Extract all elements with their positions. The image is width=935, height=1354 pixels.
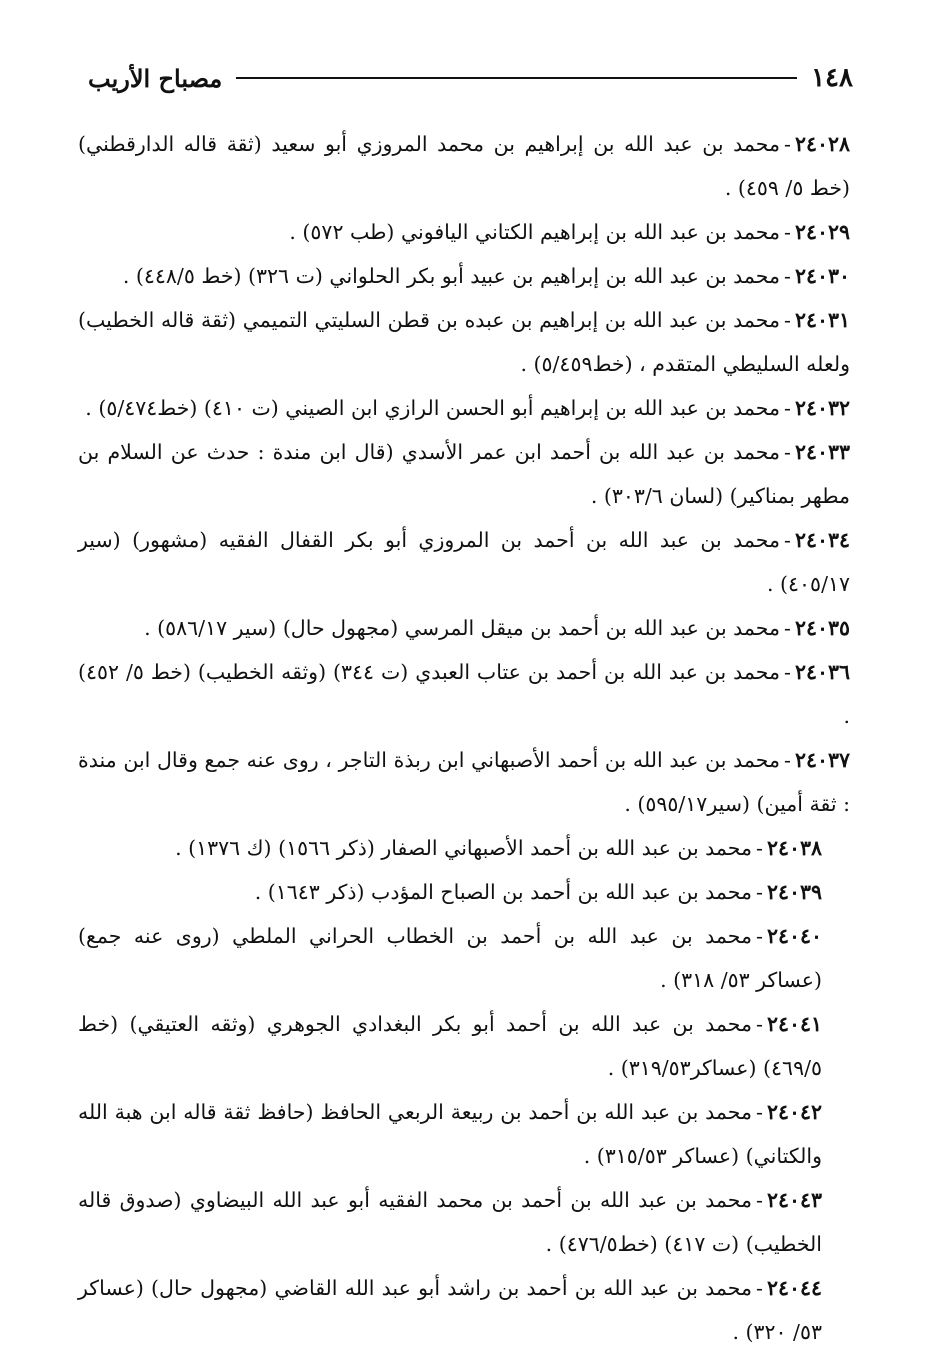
entry-text: محمد بن عبد الله بن إبراهيم الكتاني اليافوني (طب ٥٧٢) . [289, 220, 780, 244]
entry-number: ٢٤٠٣٦ [794, 660, 850, 684]
entry-text: محمد بن عبد الله بن أحمد بن الصباح المؤدب (ذكر ١٦٤٣) . [254, 880, 752, 904]
entry-number: ٢٤٠٣٣ [794, 440, 850, 464]
entry: ٢٤٠٣٠-محمد بن عبد الله بن إبراهيم بن عبيد أبو بكر الحلواني (ت ٣٢٦) (خط ٤٤٨/٥) . [122, 264, 850, 288]
entry-text: محمد بن عبد الله بن أحمد بن محمد الفقيه أبو عبد الله البيضاوي (صدوق قاله الخطيب) (ت ٤١٧) (خط٤٧٦/٥) . [78, 1188, 822, 1256]
entry-text: محمد بن عبد الله بن أحمد ابن عمر الأسدي (قال ابن مندة : حدث عن السلام بن مطهر بمناكير) (لسان ٣٠٣/٦) . [78, 440, 850, 508]
entry-text: محمد بن عبد الله بن إبراهيم بن محمد المروزي أبو سعيد (ثقة قاله الدارقطني) (خط ٥/ ٤٥٩) . [78, 132, 850, 200]
entry-text: محمد بن عبد الله بن أحمد الأصبهاني الصفار (ذكر ١٥٦٦) (ك ١٣٧٦) . [175, 836, 752, 860]
page-number: ١٤٨ [811, 63, 853, 93]
entry: ٢٤٠٣١-محمد بن عبد الله بن إبراهيم بن عبده بن قطن السليتي التميمي (ثقة قاله الخطيب) ولعله السليطي المتقدم ، (خط٥/٤٥٩) . [78, 308, 850, 376]
entry-number: ٢٤٠٤٠ [766, 924, 822, 948]
entry-text: محمد بن عبد الله بن أحمد بن المروزي أبو بكر القفال الفقيه (مشهور) (سير ٤٠٥/١٧) . [78, 528, 850, 596]
entry: ٢٤٠٣٦-محمد بن عبد الله بن أحمد بن عتاب العبدي (ت ٣٤٤) (وثقه الخطيب) (خط ٥/ ٤٥٢) . [78, 660, 850, 728]
entry-number: ٢٤٠٢٩ [794, 220, 850, 244]
running-head [88, 60, 853, 96]
entry-text: محمد بن عبد الله بن إبراهيم بن عبده بن قطن السليتي التميمي (ثقة قاله الخطيب) ولعله السليطي المتقدم ، (خط٥/٤٥٩) . [78, 308, 850, 376]
entries-list [78, 122, 850, 1354]
entry-number: ٢٤٠٣٢ [794, 396, 850, 420]
entry-number: ٢٤٠٣٠ [794, 264, 850, 288]
entry: ٢٤٠٤٤-محمد بن عبد الله بن أحمد بن راشد أبو عبد الله القاضي (مجهول حال) (عساكر ٥٣/ ٣٢٠) . [78, 1276, 822, 1344]
entry-number: ٢٤٠٣٧ [794, 748, 850, 772]
entry: ٢٤٠٣٢-محمد بن عبد الله بن إبراهيم أبو الحسن الرازي ابن الصيني (ت ٤١٠) (خط٥/٤٧٤) . [85, 396, 850, 420]
entry-text: محمد بن عبد الله بن أحمد بن ربيعة الربعي الحافظ (حافظ ثقة قاله ابن هبة الله والكتاني) (عساكر ٣١٥/٥٣) . [78, 1100, 822, 1168]
entry-text: محمد بن عبد الله بن إبراهيم بن عبيد أبو بكر الحلواني (ت ٣٢٦) (خط ٤٤٨/٥) . [122, 264, 780, 288]
entry-number: ٢٤٠٣٥ [794, 616, 850, 640]
entry-number: ٢٤٠٢٨ [794, 132, 850, 156]
entry-text: محمد بن عبد الله بن أحمد بن عتاب العبدي (ت ٣٤٤) (وثقه الخطيب) (خط ٥/ ٤٥٢) . [78, 660, 850, 728]
entry: ٢٤٠٣٩-محمد بن عبد الله بن أحمد بن الصباح المؤدب (ذكر ١٦٤٣) . [254, 880, 822, 904]
book-title: مصباح الأريب [88, 63, 223, 93]
entry-text: محمد بن عبد الله بن إبراهيم أبو الحسن الرازي ابن الصيني (ت ٤١٠) (خط٥/٤٧٤) . [85, 396, 780, 420]
entry: ٢٤٠٣٣-محمد بن عبد الله بن أحمد ابن عمر الأسدي (قال ابن مندة : حدث عن السلام بن مطهر بمناكير) (لسان ٣٠٣/٦) . [78, 440, 850, 508]
entry-number: ٢٤٠٣٨ [766, 836, 822, 860]
entry: ٢٤٠٤٢-محمد بن عبد الله بن أحمد بن ربيعة الربعي الحافظ (حافظ ثقة قاله ابن هبة الله والكتاني) (عساكر ٣١٥/٥٣) . [78, 1100, 822, 1168]
entry-text: محمد بن عبد الله بن أحمد بن الخطاب الحراني الملطي (روى عنه جمع) (عساكر ٥٣/ ٣١٨) . [78, 924, 822, 992]
entry-number: ٢٤٠٣٩ [766, 880, 822, 904]
entry: ٢٤٠٣٥-محمد بن عبد الله بن أحمد بن ميقل المرسي (مجهول حال) (سير ٥٨٦/١٧) . [144, 616, 850, 640]
entry: ٢٤٠٤٠-محمد بن عبد الله بن أحمد بن الخطاب الحراني الملطي (روى عنه جمع) (عساكر ٥٣/ ٣١٨) . [78, 924, 822, 992]
entry: ٢٤٠٤٣-محمد بن عبد الله بن أحمد بن محمد الفقيه أبو عبد الله البيضاوي (صدوق قاله الخطيب) (ت ٤١٧) (خط٤٧٦/٥) . [78, 1188, 822, 1256]
entry-text: محمد بن عبد الله بن أحمد الأصبهاني ابن ربذة التاجر ، روى عنه جمع وقال ابن مندة : ثقة أمين) (سير٥٩٥/١٧) . [78, 748, 850, 816]
entry-number: ٢٤٠٣١ [794, 308, 850, 332]
entry-text: محمد بن عبد الله بن أحمد بن ميقل المرسي (مجهول حال) (سير ٥٨٦/١٧) . [144, 616, 780, 640]
entry: ٢٤٠٣٧-محمد بن عبد الله بن أحمد الأصبهاني ابن ربذة التاجر ، روى عنه جمع وقال ابن مندة : ثقة أمين) (سير٥٩٥/١٧) . [78, 748, 850, 816]
header-rule [236, 77, 797, 79]
entry-number: ٢٤٠٤٣ [766, 1188, 822, 1212]
entry: ٢٤٠٣٤-محمد بن عبد الله بن أحمد بن المروزي أبو بكر القفال الفقيه (مشهور) (سير ٤٠٥/١٧) . [78, 528, 850, 596]
entry-text: محمد بن عبد الله بن أحمد بن راشد أبو عبد الله القاضي (مجهول حال) (عساكر ٥٣/ ٣٢٠) . [78, 1276, 822, 1344]
entry-number: ٢٤٠٣٤ [794, 528, 850, 552]
entry: ٢٤٠٣٨-محمد بن عبد الله بن أحمد الأصبهاني الصفار (ذكر ١٥٦٦) (ك ١٣٧٦) . [175, 836, 822, 860]
entry-text: محمد بن عبد الله بن أحمد أبو بكر البغدادي الجوهري (وثقه العتيقي) (خط ٤٦٩/٥) (عساكر٣١٩/٥٣) . [78, 1012, 822, 1080]
entry: ٢٤٠٢٨-محمد بن عبد الله بن إبراهيم بن محمد المروزي أبو سعيد (ثقة قاله الدارقطني) (خط ٥/ ٤٥٩) . [78, 132, 850, 200]
entry: ٢٤٠٤١-محمد بن عبد الله بن أحمد أبو بكر البغدادي الجوهري (وثقه العتيقي) (خط ٤٦٩/٥) (عساكر٣١٩/٥٣) . [78, 1012, 822, 1080]
entry-number: ٢٤٠٤٤ [766, 1276, 822, 1300]
entry: ٢٤٠٢٩-محمد بن عبد الله بن إبراهيم الكتاني اليافوني (طب ٥٧٢) . [289, 220, 850, 244]
entry-number: ٢٤٠٤١ [766, 1012, 822, 1036]
entry-number: ٢٤٠٤٢ [766, 1100, 822, 1124]
